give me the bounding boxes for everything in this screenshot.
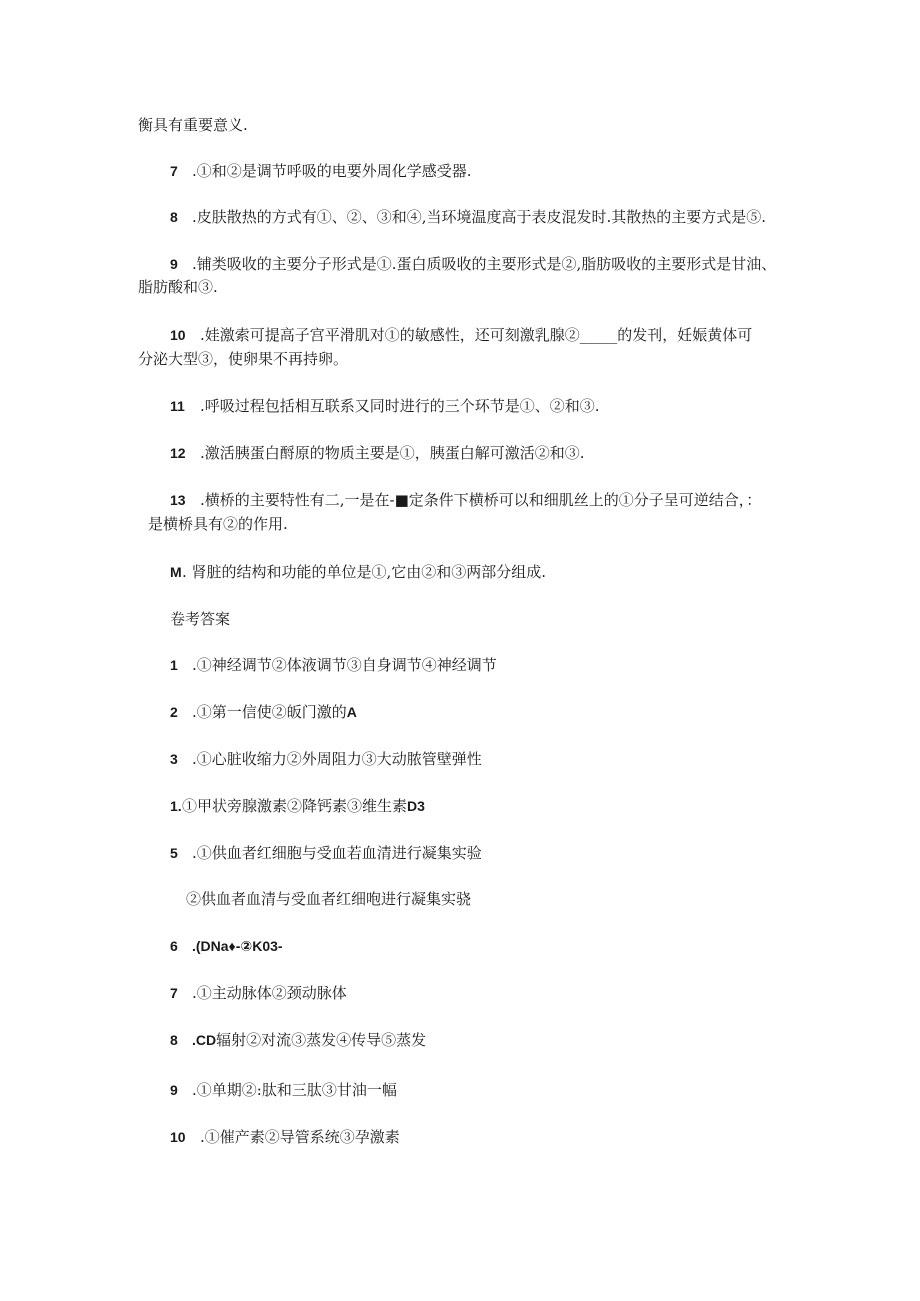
question-7 <box>170 161 472 181</box>
question-text: .皮肤散热的方式有①、②、③和④,当环境温度高于表皮混发时.其散热的主要方式是⑤. <box>192 208 767 226</box>
question-number: M <box>170 564 182 580</box>
answer-8 <box>170 1030 426 1050</box>
answer-text: ①甲状旁腺激素②降钙素③维生素 <box>182 797 408 815</box>
question-number: 9 <box>170 256 178 272</box>
question-number: 7 <box>170 163 178 179</box>
answer-text: .①神经调节②体液调节③自身调节④神经调节 <box>192 656 497 674</box>
answer-7 <box>170 983 347 1003</box>
question-12 <box>170 443 585 463</box>
answers-heading <box>170 609 230 629</box>
answer-number: 1 <box>170 657 178 673</box>
answer-number: 5 <box>170 845 178 861</box>
question-11 <box>170 396 600 416</box>
answer-text: .①单期②:肽和三肽③甘油一幅 <box>192 1081 397 1099</box>
question-number: 10 <box>170 327 186 343</box>
answer-1 <box>170 655 497 675</box>
answer-number: 6 <box>170 938 178 954</box>
answer-text: ②供血者血清与受血者红细咆进行凝集实骁 <box>186 890 472 908</box>
answer-text: .①催产素②导管系统③孕激素 <box>200 1128 400 1146</box>
question-number: 12 <box>170 445 186 461</box>
answer-10 <box>170 1127 400 1147</box>
answer-number: 1. <box>170 798 182 814</box>
question-6-tail <box>138 115 248 135</box>
question-text: 分泌大型③，使卵果不再持卵。 <box>138 350 349 368</box>
question-text: 是横桥具有②的作用. <box>148 515 288 533</box>
question-9-continued <box>138 277 218 297</box>
answer-text: .①供血者红细胞与受血若血清进行凝集实验 <box>192 844 482 862</box>
answer-4 <box>170 796 425 816</box>
question-text: . 肾脏的结构和功能的单位是①,它由②和③两部分组成. <box>182 563 547 581</box>
question-14 <box>170 562 546 582</box>
answer-text: 辐射②对流③蒸发④传导⑤蒸发 <box>216 1031 427 1049</box>
answer-text-tail: D3 <box>407 798 425 814</box>
question-text: .娃激索可提高子宫平滑肌对①的敏感性，还可刻激乳腺②_____的发刊，妊娠黄体可 <box>200 326 753 344</box>
question-13 <box>170 490 761 510</box>
answer-prefix: .CD <box>192 1032 217 1048</box>
answer-text: .①主动脉体②颈动脉体 <box>192 984 347 1002</box>
question-10 <box>170 325 752 345</box>
question-text: .横桥的主要特性有二,一是在-■定条件下横桥可以和细肌丝上的①分子呈可逆结合，： <box>200 491 762 509</box>
answer-number: 10 <box>170 1129 186 1145</box>
answer-2 <box>170 702 357 722</box>
answer-5 <box>170 843 482 863</box>
answer-number: 2 <box>170 704 178 720</box>
answer-text: .(DNa♦-②K03- <box>192 938 283 954</box>
answer-text: .①第一信使②皈门激的 <box>192 703 347 721</box>
question-number: 13 <box>170 492 186 508</box>
answer-9 <box>170 1080 397 1100</box>
question-8 <box>170 207 766 227</box>
answer-6 <box>170 936 283 956</box>
answer-text: .①心脏收缩力②外周阻力③大动脓管壁弹性 <box>192 750 482 768</box>
answer-number: 3 <box>170 751 178 767</box>
question-number: 11 <box>170 398 185 414</box>
question-text: .呼吸过程包括相互联系又同时进行的三个环节是①、②和③. <box>200 397 600 415</box>
question-text: .激活胰蛋白酹原的物质主要是①，胰蛋白解可激活②和③. <box>200 444 585 462</box>
question-9 <box>170 254 776 274</box>
question-text: 衡具有重要意义. <box>138 116 248 134</box>
question-13-continued <box>148 514 288 534</box>
answer-number: 8 <box>170 1032 178 1048</box>
answer-5-continued <box>186 889 471 909</box>
answer-number: 9 <box>170 1082 178 1098</box>
question-text: .铺类吸收的主要分子形式是①.蛋白质吸收的主要形式是②,脂肪吸收的主要形式是甘油、 <box>192 255 777 273</box>
section-heading: 卷考答案 <box>170 610 231 628</box>
answer-3 <box>170 749 482 769</box>
question-number: 8 <box>170 209 178 225</box>
answer-number: 7 <box>170 985 178 1001</box>
question-text: .①和②是调节呼吸的电要外周化学感受器. <box>192 162 472 180</box>
question-text: 脂肪酸和③. <box>138 278 218 296</box>
question-10-continued <box>138 349 348 369</box>
answer-text-tail: A <box>346 704 357 720</box>
